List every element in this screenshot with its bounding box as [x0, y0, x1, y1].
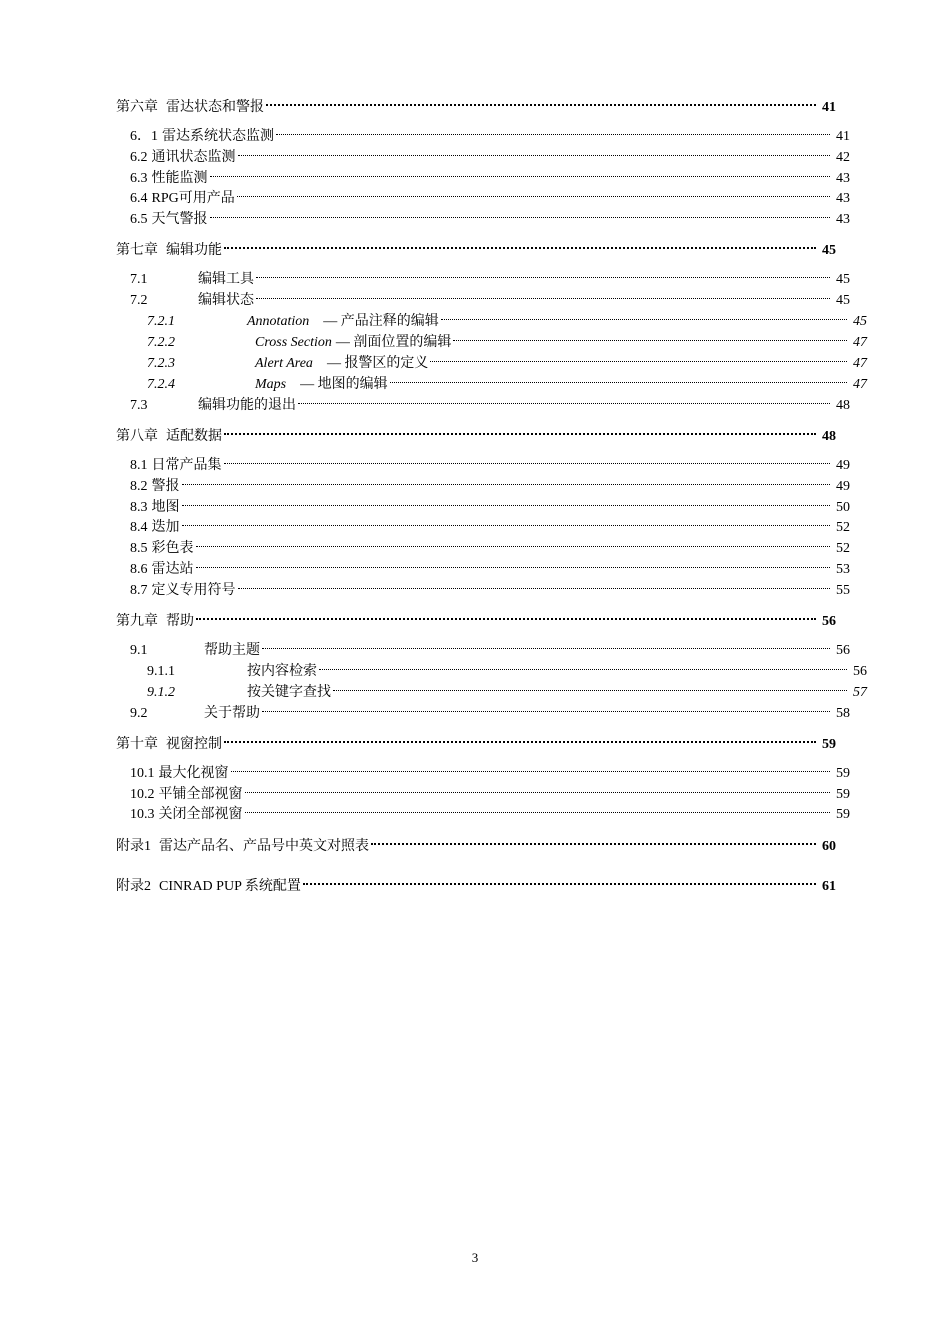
toc-entry-number: 附录2 — [116, 879, 151, 894]
toc-entry-title: 迭加 — [151, 520, 180, 535]
dot-leader — [256, 257, 830, 278]
toc-entry-number: 9.1.1 — [147, 664, 175, 679]
toc-entry-title: 雷达系统状态监测 — [162, 129, 274, 144]
toc-entry-title: RPG可用产品 — [151, 191, 235, 206]
toc-entry-number: 6．1 — [130, 129, 158, 144]
toc-entry-title: 按内容检索 — [247, 664, 317, 679]
toc-entry-page: 56 — [853, 664, 867, 679]
dot-leader — [333, 670, 847, 691]
toc-entry-number: 第十章 — [116, 737, 158, 752]
toc-entry-number: 第九章 — [116, 614, 158, 629]
toc-entry-page: 53 — [836, 562, 850, 577]
toc-entry-page: 43 — [836, 191, 850, 206]
dot-leader — [298, 383, 830, 404]
dot-leader — [196, 526, 831, 547]
toc-entry-page: 48 — [836, 398, 850, 413]
toc-entry-title: — 报警区的定义 — [326, 356, 429, 371]
toc-entry-page: 47 — [853, 335, 867, 350]
toc-entry-title: 定义专用符号 — [151, 583, 236, 598]
toc-entry-page: 49 — [836, 458, 850, 473]
toc-entry-page: 47 — [853, 377, 867, 392]
toc-entry[interactable] — [116, 388, 850, 413]
toc-entry[interactable] — [116, 696, 850, 721]
toc-entry-page: 56 — [836, 643, 850, 658]
toc-entry-page: 50 — [836, 500, 850, 515]
dot-leader — [430, 341, 847, 362]
toc-entry-title: 雷达状态和警报 — [166, 100, 264, 115]
toc-entry-number: 7.2.3 — [147, 356, 175, 371]
toc-entry[interactable] — [116, 573, 850, 598]
toc-entry-page: 48 — [822, 429, 836, 444]
toc-entry-page: 59 — [836, 807, 850, 822]
dot-leader — [224, 413, 816, 435]
dot-leader — [238, 568, 831, 589]
toc-entry-number: 10.1 — [130, 766, 155, 781]
dot-leader — [196, 598, 816, 620]
toc-entry-number: 第六章 — [116, 100, 158, 115]
toc-entry-title: 通讯状态监测 — [151, 150, 236, 165]
toc-entry[interactable] — [116, 202, 850, 227]
toc-entry-number: 7.2.1 — [147, 314, 175, 329]
toc-entry-title: 编辑工具 — [198, 272, 254, 287]
toc-entry-number: 10.2 — [130, 787, 155, 802]
dot-leader — [245, 772, 831, 793]
toc-entry-page: 45 — [836, 272, 850, 287]
toc-entry-page: 52 — [836, 520, 850, 535]
toc-entry-title: 编辑功能 — [166, 243, 222, 258]
toc-entry-title: — 产品注释的编辑 — [323, 314, 439, 329]
dot-leader — [182, 505, 831, 526]
toc-entry-title: 平铺全部视窗 — [158, 787, 243, 802]
toc-entry[interactable] — [116, 726, 836, 752]
toc-entry-number: 7.1 — [130, 272, 148, 287]
dot-leader — [210, 156, 831, 177]
toc-entry-number: 6.3 — [130, 171, 148, 186]
page-number: 3 — [471, 1250, 479, 1265]
toc-entry-english-term: Annotation — [247, 314, 310, 329]
dot-leader — [256, 278, 830, 299]
toc-entry-title: 日常产品集 — [151, 458, 222, 473]
toc-entry-page: 45 — [836, 293, 850, 308]
toc-entry-title: 性能监测 — [151, 171, 208, 186]
toc-entry-title: — 地图的编辑 — [300, 377, 388, 392]
toc-entry-number: 7.2 — [130, 293, 148, 308]
toc-entry-title: 帮助主题 — [204, 643, 260, 658]
toc-entry[interactable] — [116, 418, 836, 444]
toc-entry-number: 9.1.2 — [147, 685, 175, 700]
toc-entry-title: 雷达产品名、产品号中英文对照表 — [159, 839, 369, 854]
dot-leader — [441, 299, 847, 320]
dot-leader — [453, 320, 847, 341]
dot-leader — [371, 823, 816, 845]
toc-entry-page: 41 — [836, 129, 850, 144]
toc-entry-number: 7.2.2 — [147, 335, 175, 350]
toc-entry-english-term: Alert Area — [255, 356, 313, 371]
toc-entry-page: 41 — [822, 100, 836, 115]
toc-entry-page: 59 — [836, 787, 850, 802]
toc-entry-number: 7.2.4 — [147, 377, 175, 392]
toc-entry-page: 52 — [836, 541, 850, 556]
toc-entry-title: 编辑功能的退出 — [198, 398, 296, 413]
toc-entry-title: 彩色表 — [151, 541, 194, 556]
dot-leader — [238, 135, 831, 156]
toc-entry-number: 8.6 — [130, 562, 148, 577]
dot-leader — [266, 84, 816, 106]
toc-entry[interactable] — [116, 828, 836, 854]
toc-entry-title: 视窗控制 — [166, 737, 222, 752]
dot-leader — [182, 485, 831, 506]
toc-entry-page: 59 — [836, 766, 850, 781]
toc-entry-number: 8.1 — [130, 458, 148, 473]
toc-entry-title: 雷达站 — [151, 562, 194, 577]
toc-entry-number: 8.7 — [130, 583, 148, 598]
toc-entry-page: 47 — [853, 356, 867, 371]
dot-leader — [303, 863, 816, 885]
toc-entry-page: 57 — [853, 685, 867, 700]
toc-entry-page: 43 — [836, 171, 850, 186]
dot-leader — [319, 649, 847, 670]
toc-entry-page: 43 — [836, 212, 850, 227]
toc-entry-title: 地图 — [151, 500, 180, 515]
toc-entry-number: 第八章 — [116, 429, 158, 444]
toc-entry-number: 10.3 — [130, 807, 155, 822]
dot-leader — [231, 751, 831, 772]
toc-entry-title: 帮助 — [166, 614, 194, 629]
dot-leader — [245, 792, 831, 813]
toc-entry-number: 8.4 — [130, 520, 148, 535]
toc-entry-title: 关闭全部视窗 — [158, 807, 243, 822]
dot-leader — [224, 443, 831, 464]
toc-entry[interactable] — [116, 232, 836, 258]
toc-entry-title: CINRAD PUP 系统配置 — [159, 879, 301, 894]
dot-leader — [276, 114, 830, 135]
toc-entry-number: 附录1 — [116, 839, 151, 854]
toc-entry-number: 9.1 — [130, 643, 148, 658]
toc-entry-number: 6.2 — [130, 150, 148, 165]
toc-entry-number: 7.3 — [130, 398, 148, 413]
dot-leader — [182, 464, 831, 485]
toc-entry-number: 第七章 — [116, 243, 158, 258]
toc-entry-page: 42 — [836, 150, 850, 165]
toc-entry-page: 58 — [836, 706, 850, 721]
toc-entry-number: 8.2 — [130, 479, 148, 494]
toc-entry-title: 按关键字查找 — [247, 685, 331, 700]
dot-leader — [210, 197, 831, 218]
toc-entry-page: 60 — [822, 839, 836, 854]
toc-entry-english-term: Cross Section — [255, 335, 332, 350]
toc-entry-title: 天气警报 — [151, 212, 208, 227]
dot-leader — [262, 628, 830, 649]
dot-leader — [390, 362, 847, 383]
toc-entry-page: 56 — [822, 614, 836, 629]
toc-entry-page: 55 — [836, 583, 850, 598]
dot-leader — [196, 547, 831, 568]
toc-entry-page: 61 — [822, 879, 836, 894]
toc-entry-number: 8.3 — [130, 500, 148, 515]
toc-entry-english-term: Maps — [255, 377, 287, 392]
toc-entry-page: 59 — [822, 737, 836, 752]
dot-leader — [224, 721, 816, 743]
toc-entry-number: 6.5 — [130, 212, 148, 227]
dot-leader — [224, 227, 816, 249]
toc-entry-page: 49 — [836, 479, 850, 494]
toc-entry[interactable] — [116, 89, 836, 115]
dot-leader — [262, 691, 830, 712]
toc-entry-title: 最大化视窗 — [158, 766, 229, 781]
toc-entry[interactable] — [116, 868, 836, 894]
toc-entry-number: 9.2 — [130, 706, 148, 721]
toc-entry-title: 警报 — [151, 479, 180, 494]
toc-entry[interactable] — [116, 797, 850, 822]
toc-entry-title: — 剖面位置的编辑 — [335, 335, 452, 350]
toc-entry-page: 45 — [822, 243, 836, 258]
dot-leader — [237, 176, 830, 197]
toc-entry-number: 6.4 — [130, 191, 148, 206]
toc-entry[interactable] — [116, 603, 836, 629]
toc-entry-title: 适配数据 — [166, 429, 222, 444]
toc-entry-title: 编辑状态 — [198, 293, 254, 308]
toc-entry-number: 8.5 — [130, 541, 148, 556]
toc-entry-title: 关于帮助 — [204, 706, 260, 721]
toc-entry-page: 45 — [853, 314, 867, 329]
